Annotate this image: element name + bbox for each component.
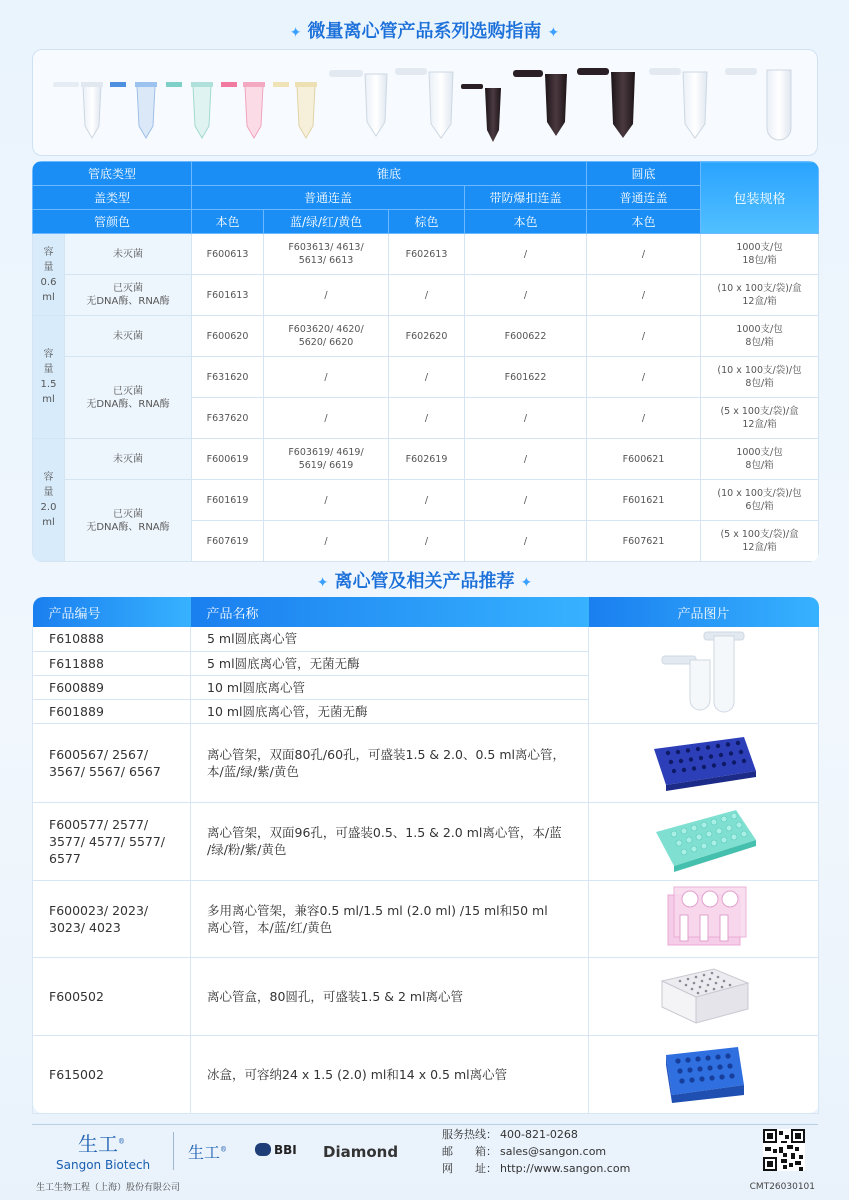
diamond-logo: Diamond [323, 1143, 399, 1161]
product-code: F610888 [33, 627, 191, 651]
email-label: 邮 箱： [442, 1145, 497, 1158]
conical-header: 锥底 [192, 162, 587, 186]
packaging-header: 包装规格 [701, 162, 819, 234]
bbi-logo: BBI [255, 1143, 297, 1157]
selection-guide-table [32, 161, 819, 562]
table-cell: / [264, 521, 389, 562]
table-cell: / [465, 439, 587, 480]
product-name: 冰盒，可容纳24 x 1.5 (2.0) ml和14 x 0.5 ml离心管 [191, 1035, 589, 1113]
table-cell: / [587, 234, 701, 275]
web-label: 网 址： [442, 1162, 497, 1175]
sterility: 已灭菌 无DNA酶、RNA酶 [65, 357, 192, 439]
product-code: F600502 [33, 957, 191, 1035]
packaging: 1000支/包 18包/箱 [701, 234, 819, 275]
product-name: 5 ml圆底离心管，无菌无酶 [191, 651, 589, 675]
packaging: (5 x 100支/袋)/盒 12盒/箱 [701, 521, 819, 562]
normal-cap-header: 普通连盖 [587, 186, 701, 210]
guide-title: ✦ 微量离心管产品系列选购指南 ✦ [289, 21, 560, 42]
packaging: 1000支/包 8包/箱 [701, 439, 819, 480]
name-header: 产品名称 [191, 597, 589, 627]
recommend-title: ✦ 离心管及相关产品推荐 ✦ [316, 571, 533, 592]
table-cell: F607621 [587, 521, 701, 562]
packaging: (10 x 100支/袋)/盒 12盒/箱 [701, 275, 819, 316]
table-cell: F603613/ 4613/ 5613/ 6613 [264, 234, 389, 275]
cap-type-header: 盖类型 [33, 186, 192, 210]
bbi-mark-icon [255, 1143, 271, 1156]
table-cell: F601621 [587, 480, 701, 521]
product-recommend-table [32, 597, 819, 1114]
table-cell: F602620 [389, 316, 465, 357]
product-name: 10 ml圆底离心管 [191, 675, 589, 699]
product-name: 10 ml圆底离心管，无菌无酶 [191, 699, 589, 723]
sangon-logo-small: 生工® [188, 1143, 228, 1162]
product-code: F600023/ 2023/ 3023/ 4023 [33, 880, 191, 957]
round-header: 圆底 [587, 162, 701, 186]
tube-product-image [32, 49, 818, 156]
product-name: 多用离心管架，兼容0.5 ml/1.5 ml (2.0 ml) /15 ml和50 ml 离心管，本/蓝/红/黄色 [191, 880, 589, 957]
table-cell: F600622 [465, 316, 587, 357]
table-cell: / [389, 398, 465, 439]
product-code: F611888 [33, 651, 191, 675]
image-header: 产品图片 [589, 597, 819, 627]
table-cell: F602619 [389, 439, 465, 480]
table-cell: / [264, 275, 389, 316]
product-name: 离心管架，双面96孔，可盛装0.5、1.5 & 2.0 ml离心管，本/蓝 /绿/粉/紫/黄色 [191, 802, 589, 880]
packaging: (10 x 100支/袋)/包 6包/箱 [701, 480, 819, 521]
sparkle-icon: ✦ [547, 25, 560, 41]
table-cell: / [389, 357, 465, 398]
capacity-label: 容 量 0.6 ml [33, 234, 65, 316]
table-cell: / [389, 275, 465, 316]
sangon-logo: 生工® [78, 1132, 125, 1156]
lock-cap-header: 带防爆扣连盖 [465, 186, 587, 210]
table-cell: / [465, 234, 587, 275]
table-cell: / [587, 398, 701, 439]
table-cell: / [465, 275, 587, 316]
table-cell: F600620 [192, 316, 264, 357]
round-tube-image [589, 627, 819, 723]
email-link[interactable]: sales@sangon.com [500, 1145, 607, 1158]
company-name: 生工生物工程（上海）股份有限公司 [36, 1183, 181, 1193]
table-cell: / [587, 275, 701, 316]
product-code: F600577/ 2577/ 3577/ 4577/ 5577/ 6577 [33, 802, 191, 880]
code-header: 产品编号 [33, 597, 191, 627]
capacity-label: 容 量 1.5 ml [33, 316, 65, 439]
table-cell: F600619 [192, 439, 264, 480]
table-cell: / [587, 357, 701, 398]
capacity-label: 容 量 2.0 ml [33, 439, 65, 562]
sterility: 未灭菌 [65, 439, 192, 480]
normal-cap-header: 普通连盖 [192, 186, 465, 210]
table-cell: F603619/ 4619/ 5619/ 6619 [264, 439, 389, 480]
packaging: 1000支/包 8包/箱 [701, 316, 819, 357]
color-natural: 本色 [587, 210, 701, 234]
logo-divider [173, 1132, 174, 1170]
color-brown: 棕色 [389, 210, 465, 234]
table-cell: F600613 [192, 234, 264, 275]
product-name: 离心管架，双面80孔/60孔，可盛装1.5 & 2.0、0.5 ml离心管， 本/蓝/绿/紫/黄色 [191, 723, 589, 802]
table-cell: / [389, 480, 465, 521]
tube-rack-96-image [589, 802, 819, 880]
sparkle-icon: ✦ [520, 575, 533, 591]
product-name: 离心管盒，80圆孔，可盛装1.5 & 2 ml离心管 [191, 957, 589, 1035]
sangon-logo-en: Sangon Biotech [56, 1158, 151, 1172]
table-cell: / [264, 480, 389, 521]
table-cell: F601622 [465, 357, 587, 398]
tube-rack-80-image [589, 723, 819, 802]
contact-info [442, 1126, 630, 1177]
sterility: 未灭菌 [65, 234, 192, 275]
website-link[interactable]: http://www.sangon.com [500, 1162, 631, 1175]
sterility: 已灭菌 无DNA酶、RNA酶 [65, 275, 192, 316]
packaging: (5 x 100支/袋)/盒 12盒/箱 [701, 398, 819, 439]
table-cell: / [264, 398, 389, 439]
color-natural: 本色 [192, 210, 264, 234]
tube-box-image [589, 957, 819, 1035]
table-cell: / [465, 480, 587, 521]
table-cell: F602613 [389, 234, 465, 275]
bottom-type-header: 管底类型 [33, 162, 192, 186]
product-name: 5 ml圆底离心管 [191, 627, 589, 651]
table-cell: F603620/ 4620/ 5620/ 6620 [264, 316, 389, 357]
product-code: F601889 [33, 699, 191, 723]
product-code: F600567/ 2567/ 3567/ 5567/ 6567 [33, 723, 191, 802]
table-cell: F631620 [192, 357, 264, 398]
ice-box-image [589, 1035, 819, 1113]
table-cell: / [587, 316, 701, 357]
color-bgry: 蓝/绿/红/黄色 [264, 210, 389, 234]
color-natural: 本色 [465, 210, 587, 234]
sparkle-icon: ✦ [289, 25, 302, 41]
table-cell: F607619 [192, 521, 264, 562]
qr-code-icon [763, 1129, 805, 1171]
table-cell: / [389, 521, 465, 562]
table-cell: / [465, 521, 587, 562]
table-cell: F637620 [192, 398, 264, 439]
product-code: F600889 [33, 675, 191, 699]
table-cell: / [264, 357, 389, 398]
product-code: F615002 [33, 1035, 191, 1113]
sterility: 已灭菌 无DNA酶、RNA酶 [65, 480, 192, 562]
sterility: 未灭菌 [65, 316, 192, 357]
table-cell: F600621 [587, 439, 701, 480]
packaging: (10 x 100支/袋)/包 8包/箱 [701, 357, 819, 398]
table-cell: F601613 [192, 275, 264, 316]
footer-divider [32, 1124, 818, 1125]
color-header: 管颜色 [33, 210, 192, 234]
hotline: 400-821-0268 [500, 1128, 578, 1141]
sparkle-icon: ✦ [316, 575, 329, 591]
multi-rack-image [589, 880, 819, 957]
document-code: CMT26030101 [749, 1182, 815, 1192]
table-cell: F601619 [192, 480, 264, 521]
table-cell: / [465, 398, 587, 439]
hotline-label: 服务热线： [442, 1128, 497, 1141]
